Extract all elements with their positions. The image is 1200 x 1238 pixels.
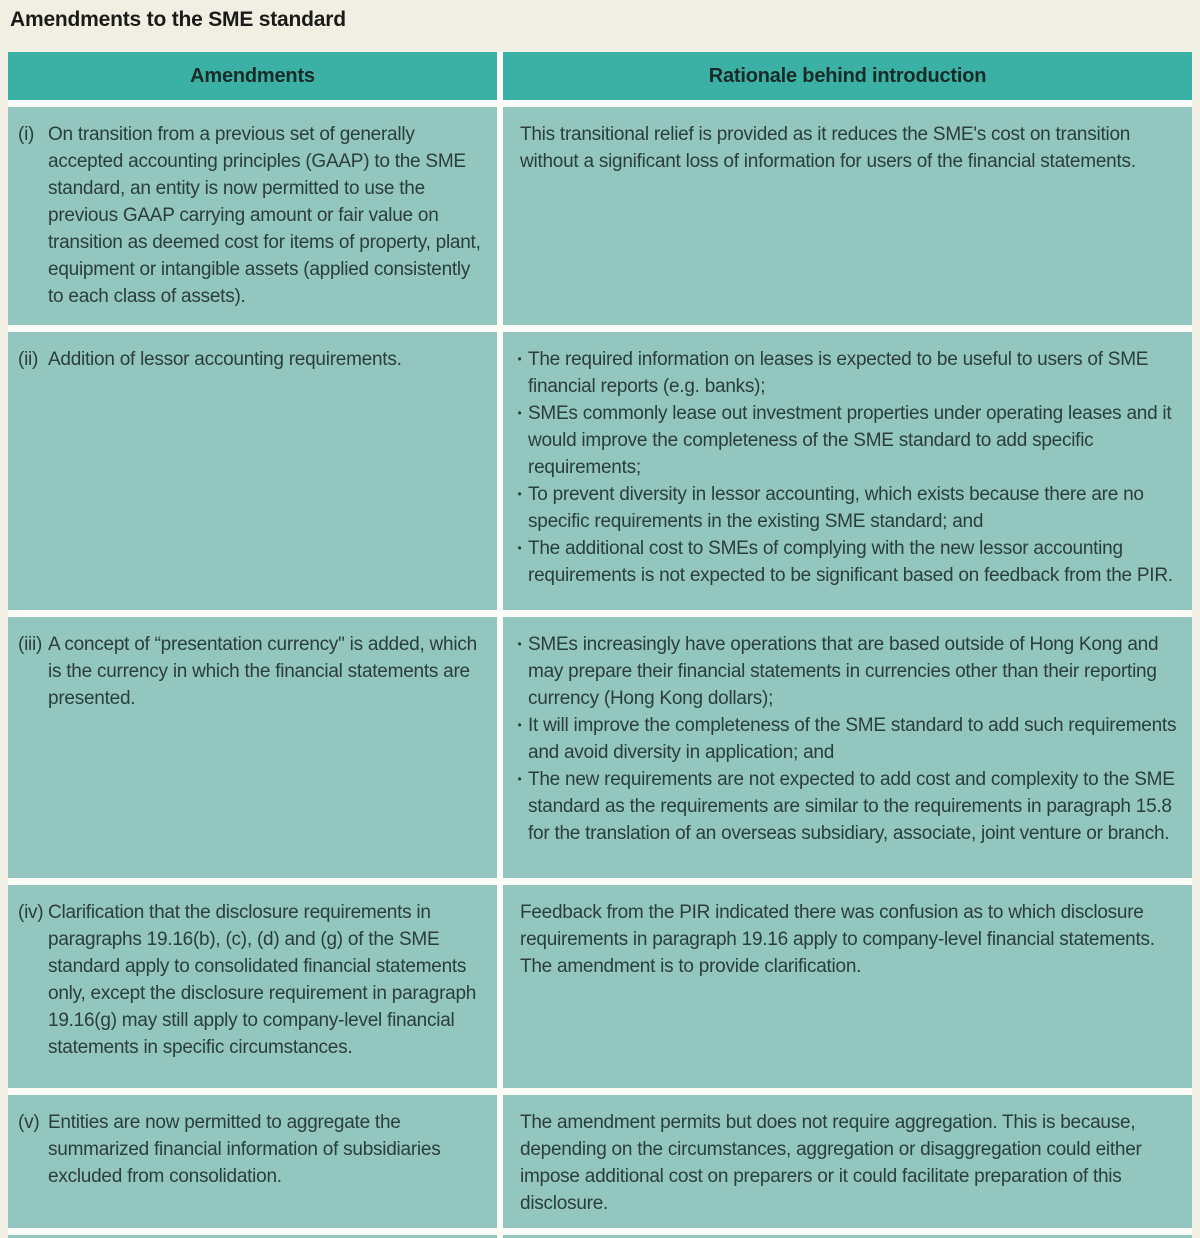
table-row-v-rationale xyxy=(503,1095,1192,1228)
rationale-bullet xyxy=(511,631,1178,712)
bullet-dot-icon: • xyxy=(517,541,522,555)
amendment-text: Clarification that the disclosure requirements in paragraphs 19.16(b), (c), (d) and (g) of the SME standard apply to consolidated financial statements only, except the disclosure requirement in paragraph 19.16(g) may still apply to company-level financial statements in specific circumstances. xyxy=(48,902,477,1058)
bullet-text: The required information on leases is expected to be useful to users of SME financial reports (e.g. banks); xyxy=(528,349,1149,397)
bullet-text: The additional cost to SMEs of complying with the new lessor accounting requirements is not expected to be significant based on feedback from the PIR. xyxy=(528,538,1173,586)
bullet-dot-icon: • xyxy=(517,352,522,366)
row-marker: (iv) xyxy=(18,902,44,923)
bullet-text: SMEs increasingly have operations that are based outside of Hong Kong and may prepare their financial statements in currencies other than their reporting currency (Hong Kong dollars); xyxy=(528,634,1159,709)
page-title: Amendments to the SME standard xyxy=(10,8,346,31)
rationale-bullet xyxy=(511,346,1178,400)
bullet-dot-icon: • xyxy=(517,487,522,501)
bullet-dot-icon: • xyxy=(517,637,522,651)
amendment-text: Entities are now permitted to aggregate the summarized financial information of subsidiaries excluded from consolidation. xyxy=(48,1112,441,1187)
table-row-iv-amendment xyxy=(8,885,497,1088)
table-row-v-amendment xyxy=(8,1095,497,1228)
table-row-iii-rationale xyxy=(503,617,1192,878)
amendment-text: A concept of “presentation currency" is added, which is the currency in which the financial statements are presented. xyxy=(48,634,477,709)
bullet-text: It will improve the completeness of the SME standard to add such requirements and avoid diversity in application; and xyxy=(528,715,1177,763)
row-marker: (iii) xyxy=(18,634,43,655)
rationale-paragraph: The amendment permits but does not require aggregation. This is because, depending on the circumstances, aggregation or disaggregation could either impose additional cost on preparers or it could facilitate preparation of this disclosure. xyxy=(520,1112,1142,1214)
column-header-amendments: Amendments xyxy=(8,52,497,100)
rationale-bullet xyxy=(511,481,1178,535)
row-marker: (v) xyxy=(18,1112,40,1133)
rationale-paragraph: Feedback from the PIR indicated there was confusion as to which disclosure requirements in paragraph 19.16 apply to company-level financial statements. The amendment is to provide clarification. xyxy=(520,902,1155,977)
rationale-bullet xyxy=(511,400,1178,481)
table-row-iii-amendment xyxy=(8,617,497,878)
bullet-dot-icon: • xyxy=(517,718,522,732)
amendments-table xyxy=(8,52,1192,1238)
table-row-i-rationale xyxy=(503,107,1192,325)
bullet-text: The new requirements are not expected to add cost and complexity to the SME standard as the requirements are similar to the requirements in paragraph 15.8 for the translation of an overseas subsidiary, associate, joint venture or branch. xyxy=(528,769,1175,844)
rationale-bullet xyxy=(511,712,1178,766)
row-marker: (ii) xyxy=(18,349,39,370)
row-marker: (i) xyxy=(18,124,35,145)
table-row-iv-rationale xyxy=(503,885,1192,1088)
amendment-text: On transition from a previous set of generally accepted accounting principles (GAAP) to the SME standard, an entity is now permitted to use the previous GAAP carrying amount or fair value on transition as deemed cost for items of property, plant, equipment or intangible assets (applied consistently to each class of assets). xyxy=(48,124,481,307)
table-row-i-amendment xyxy=(8,107,497,325)
column-header-rationale: Rationale behind introduction xyxy=(503,52,1192,100)
table-row-ii-amendment xyxy=(8,332,497,610)
rationale-bullet xyxy=(511,766,1178,847)
rationale-paragraph: This transitional relief is provided as it reduces the SME's cost on transition without a significant loss of information for users of the financial statements. xyxy=(520,124,1136,172)
bullet-dot-icon: • xyxy=(517,772,522,786)
bullet-text: To prevent diversity in lessor accounting, which exists because there are no specific requirements in the existing SME standard; and xyxy=(528,484,1144,532)
bullet-dot-icon: • xyxy=(517,406,522,420)
amendment-text: Addition of lessor accounting requirements. xyxy=(48,349,402,370)
table-row-ii-rationale xyxy=(503,332,1192,610)
bullet-text: SMEs commonly lease out investment properties under operating leases and it would improve the completeness of the SME standard to add specific requirements; xyxy=(528,403,1172,478)
rationale-bullet xyxy=(511,535,1178,589)
